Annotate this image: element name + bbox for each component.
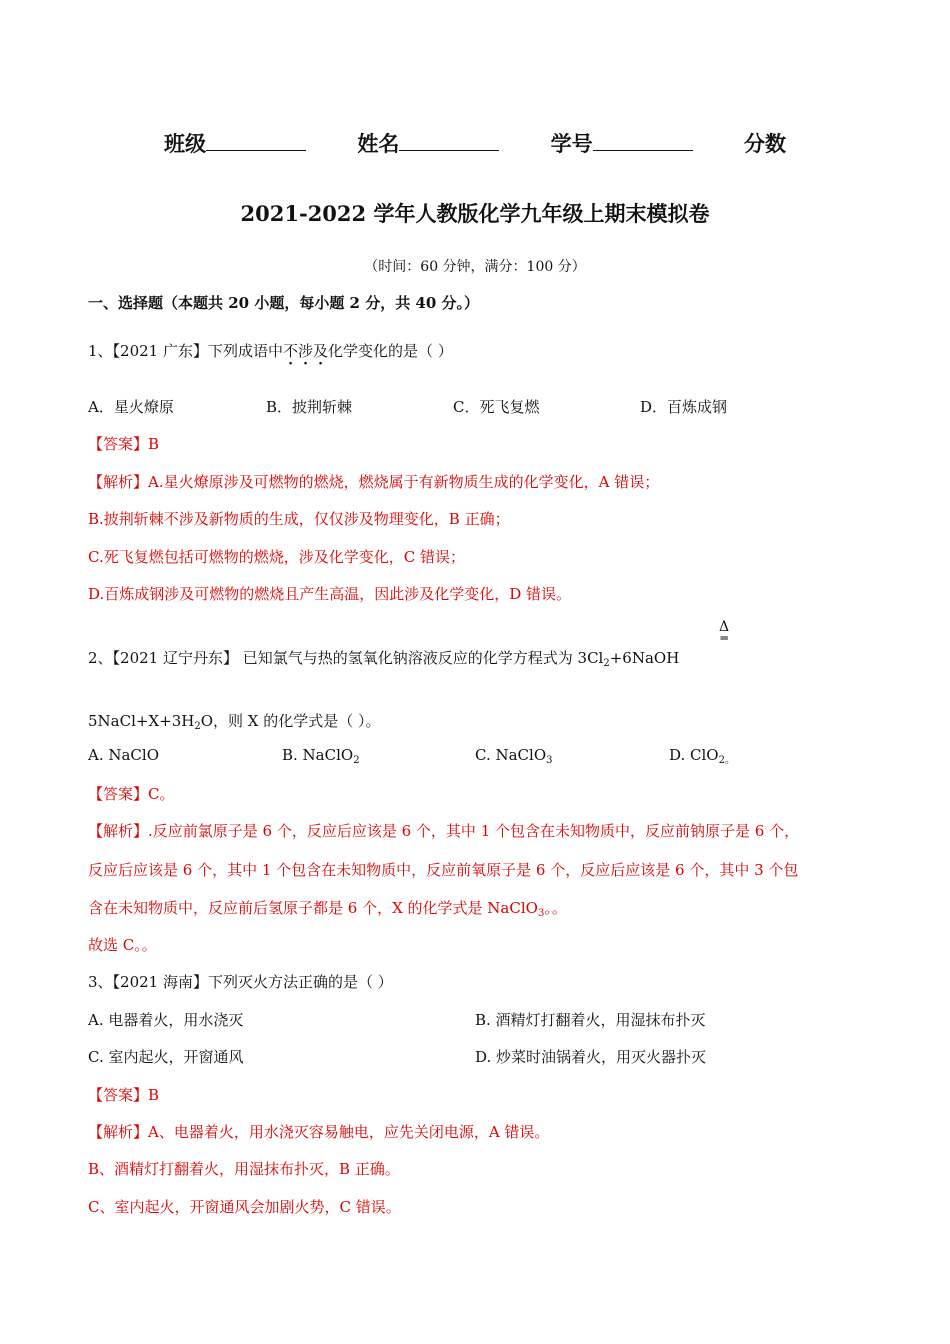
- analysis-line: 【解析】A、电器着火，用水浇灭容易触电，应先关闭电源，A 错误。: [88, 1123, 550, 1141]
- answer: 【答案】C。: [88, 785, 175, 803]
- score-label: 分数: [743, 131, 786, 156]
- heating-condition: Δ ═: [719, 619, 730, 645]
- analysis-line: 反应后应该是 6 个，其中 1 个包含在未知物质中，反应前氧原子是 6 个，反应后应该是 6 个，其中 3 个包: [88, 861, 799, 879]
- analysis-line: B.披荆斩棘不涉及新物质的生成，仅仅涉及物理变化，B 正确；: [88, 510, 510, 528]
- option-a: A．星火燎原: [88, 398, 174, 416]
- class-label: 班级: [164, 131, 207, 156]
- question-1-stem: 1、【2021 广东】下列成语中不涉及化学变化的是（ ）: [88, 342, 453, 360]
- option-c: C. NaClO$_3$: [475, 746, 553, 766]
- analysis-line: D.百炼成钢涉及可燃物的燃烧且产生高温，因此涉及化学变化，D 错误。: [88, 585, 572, 603]
- analysis-line: 故选 C。。: [88, 936, 157, 954]
- answer: 【答案】B: [88, 435, 160, 453]
- student-info-header: [0, 128, 950, 158]
- question-2-equation: $5NaCl+X+3H_2O$，则 X 的化学式是（ ）。: [88, 712, 381, 732]
- option-a: A. NaClO: [88, 746, 160, 764]
- analysis-line: B、酒精灯打翻着火，用湿抹布扑灭，B 正确。: [88, 1160, 400, 1178]
- analysis-line: 【解析】.反应前氯原子是 6 个，反应后应该是 6 个，其中 1 个包含在未知物质中，反应前钠原子是 6 个，: [88, 822, 800, 840]
- option-c: C．死飞复燃: [453, 398, 540, 416]
- option-b: B. 酒精灯打翻着火，用湿抹布扑灭: [475, 1011, 706, 1029]
- answer: 【答案】B: [88, 1086, 160, 1104]
- name-blank[interactable]: [399, 132, 499, 151]
- page-title: 2021-2022 学年人教版化学九年级上期末模拟卷: [240, 201, 710, 226]
- question-3-stem: 3、【2021 海南】下列灭火方法正确的是（ ）: [88, 973, 393, 991]
- emphasis-char: 涉: [298, 342, 314, 360]
- id-blank[interactable]: [593, 132, 693, 151]
- option-a: A. 电器着火，用水浇灭: [88, 1011, 244, 1029]
- analysis-line: 含在未知物质中，反应前后氢原子都是 6 个，X 的化学式是 NaClO$_3$。。: [88, 899, 567, 919]
- question-2-stem: 2、【2021 辽宁丹东】 已知氯气与热的氢氧化钠溶液反应的化学方程式为 $3Cl_2+6NaOH$: [88, 649, 680, 669]
- analysis-line: 【解析】A.星火燎原涉及可燃物的燃烧，燃烧属于有新物质生成的化学变化，A 错误；: [88, 473, 660, 491]
- emphasis-char: 不: [283, 342, 299, 360]
- option-b: B. NaClO$_2$: [282, 746, 360, 766]
- class-blank[interactable]: [206, 132, 306, 151]
- option-d: D. 炒菜时油锅着火，用灭火器扑灭: [475, 1048, 707, 1066]
- option-b: B．披荆斩棘: [266, 398, 353, 416]
- option-d: D．百炼成钢: [640, 398, 728, 416]
- section-heading: 一、选择题（本题共 20 小题，每小题 2 分，共 40 分。）: [88, 294, 480, 312]
- name-label: 姓名: [357, 131, 400, 156]
- option-d: D. ClO$_{2。}$: [669, 746, 735, 766]
- analysis-line: C.死飞复燃包括可燃物的燃烧，涉及化学变化，C 错误；: [88, 548, 465, 566]
- analysis-line: C、室内起火，开窗通风会加剧火势，C 错误。: [88, 1198, 401, 1216]
- exam-info: （时间：60 分钟，满分：100 分）: [364, 259, 586, 275]
- emphasis-char: 及: [313, 342, 329, 360]
- option-c: C. 室内起火，开窗通风: [88, 1048, 244, 1066]
- id-label: 学号: [550, 131, 593, 156]
